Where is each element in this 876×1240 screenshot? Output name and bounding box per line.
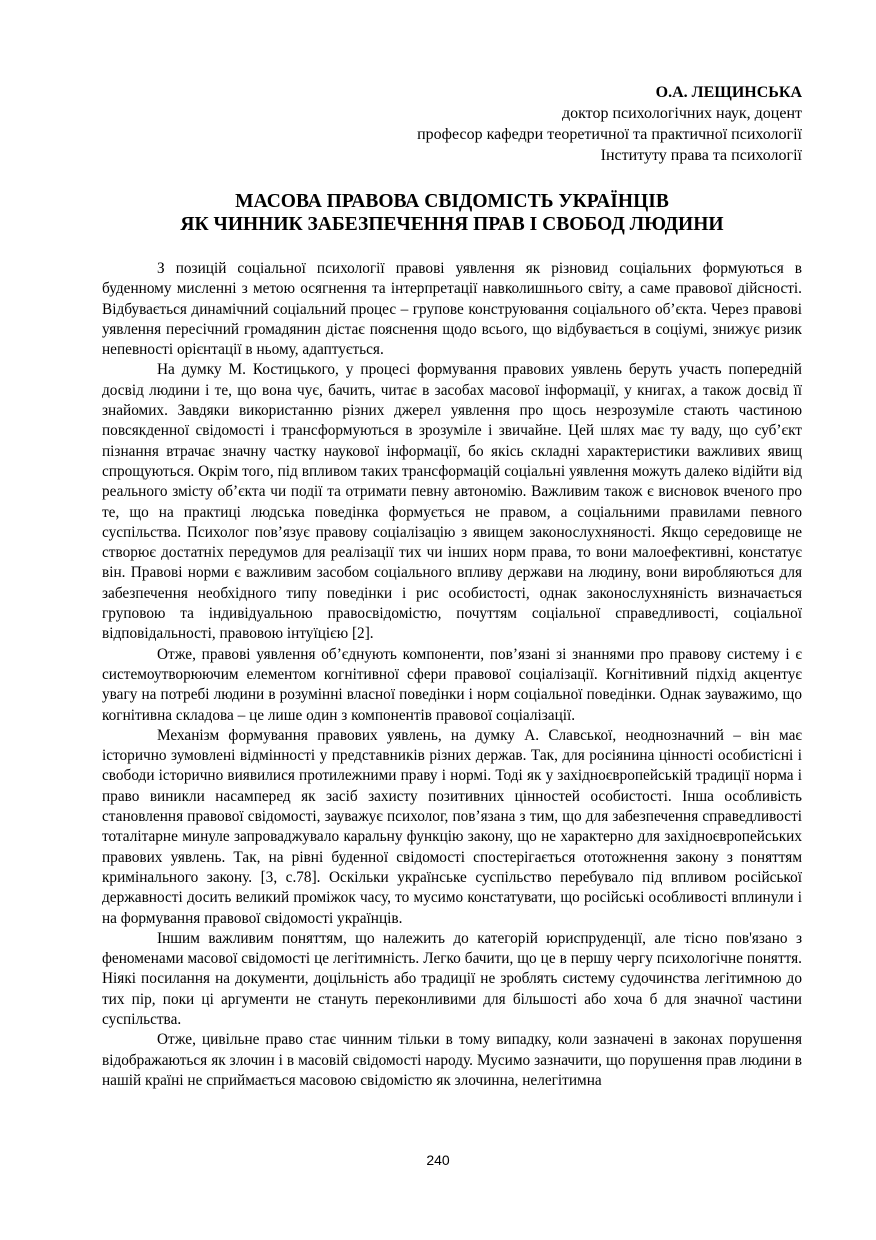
paragraph-2: На думку М. Костицького, у процесі формування правових уявлень беруть участь попередній досвід людини і те, що вона чує, бачить, читає в засобах масової інформації, у книгах, а також досвід її знайомих. Завдяки використанню різних джерел уявлення про щось незрозуміле стають частиною повсякденної свідомості і трансформуються в зрозуміле і звичайне. Цей шлях має ту ваду, що суб’єкт пізнання втрачає значну частку наукової інформації, бо якісь складні характеристики важливих явищ спрощуються. Окрім того, під впливом таких трансформацій соціальні уявлення можуть далеко відійти від реального змісту об’єкта чи події та отримати певну автономію. Важливим також є висновок вченого про те, що на практиці людська поведінка формується не правом, а соціальними правилами певного суспільства. Психолог пов’язує правову соціалізацію з явищем законослухняності. Якщо середовище не створює достатніх передумов для реалізації тих чи інших норм права, то вони малоефективні, констатує він. Правові норми є важливим засобом соціального впливу держави на людину, вони виробляються для забезпечення необхідного типу поведінки і рис особистості, однак законослухняність визначається груповою та індивідуальною правосвідомістю, почуттям соціальної справедливості, соціальної відповідальності, правовою інтуїцією [2]. <box>102 361 802 643</box>
author-position: професор кафедри теоретичної та практичної психології <box>417 126 802 143</box>
page-number: 240 <box>426 1152 450 1168</box>
paragraph-5: Іншим важливим поняттям, що належить до категорій юриспруденції, але тісно пов'язано з феноменами масової свідомості це легітимність. Легко бачити, що це в першу чергу психологічне поняття. Ніякі посилання на документи, доцільність або традиції не зроблять систему судочинства легітимною до тих пір, поки ці аргументи не стануть переконливими для більшості або хоча б для значної частини суспільства. <box>102 929 802 1028</box>
paragraph-4: Механізм формування правових уявлень, на думку А. Славської, неоднозначний – він має історично зумовлені відмінності у представників різних держав. Так, для росіянина цінності особистісні і свободи історично виявилися протилежними праву і нормі. Тоді як у західноєвропейській традиції норма і право виникли насамперед як засіб захисту позитивних цінностей особистості. Інша особливість становлення правової свідомості, зауважує психолог, пов’язана з тим, що для забезпечення справедливості тоталітарне минуле запроваджувало каральну функцію закону, що не характерно для західноєвропейських правових уявлень. Так, на рівні буденної свідомості спостерігається ототожнення закону з поняттям кримінального закону. [3, с.78]. Оскільки українське суспільство перебувало під впливом російської державності досить великий проміжок часу, то мусимо констатувати, що російські особливості вплинули і на формування правової свідомості українців. <box>102 726 802 927</box>
paragraph-1: З позицій соціальної психології правові уявлення як різновид соціальних формуються в буденному мисленні з метою осягнення та інтерпретації навколишнього світу, а саме правової дійсності. Відбувається динамічний соціальний процес – групове конструювання соціального об’єкта. Через правові уявлення пересічний громадянин дістає пояснення щодо всього, що відбувається в соціумі, знижує ризик непевності орієнтації в ньому, адаптується. <box>102 260 802 359</box>
paragraph-6: Отже, цивільне право стає чинним тільки в тому випадку, коли зазначені в законах порушення відображаються як злочин і в масовій свідомості народу. Мусимо зазначити, що порушення прав людини в нашій країні не сприймається масовою свідомістю як злочинна, нелегітимна <box>102 1031 802 1089</box>
article-title-line-2: ЯК ЧИННИК ЗАБЕЗПЕЧЕННЯ ПРАВ І СВОБОД ЛЮДИНИ <box>180 214 724 235</box>
article-title-line-1: МАСОВА ПРАВОВА СВІДОМІСТЬ УКРАЇНЦІВ <box>235 191 669 212</box>
author-name: О.А. ЛЕЩИНСЬКА <box>655 84 802 101</box>
paragraph-3: Отже, правові уявлення об’єднують компоненти, пов’язані зі знаннями про правову систему і є системоутворюючим елементом когнітивної сфери правової соціалізації. Когнітивний підхід акцентує увагу на потребі людини в розумінні власної поведінки і норм соціальної поведінки. Однак зауважимо, що когнітивна складова – це лише один з компонентів правової соціалізації. <box>102 645 802 724</box>
author-institute: Інституту права та психології <box>600 147 802 164</box>
author-block <box>102 82 802 166</box>
article-body <box>102 259 802 1091</box>
author-degree: доктор психологічних наук, доцент <box>561 105 802 122</box>
article-title <box>102 190 802 236</box>
